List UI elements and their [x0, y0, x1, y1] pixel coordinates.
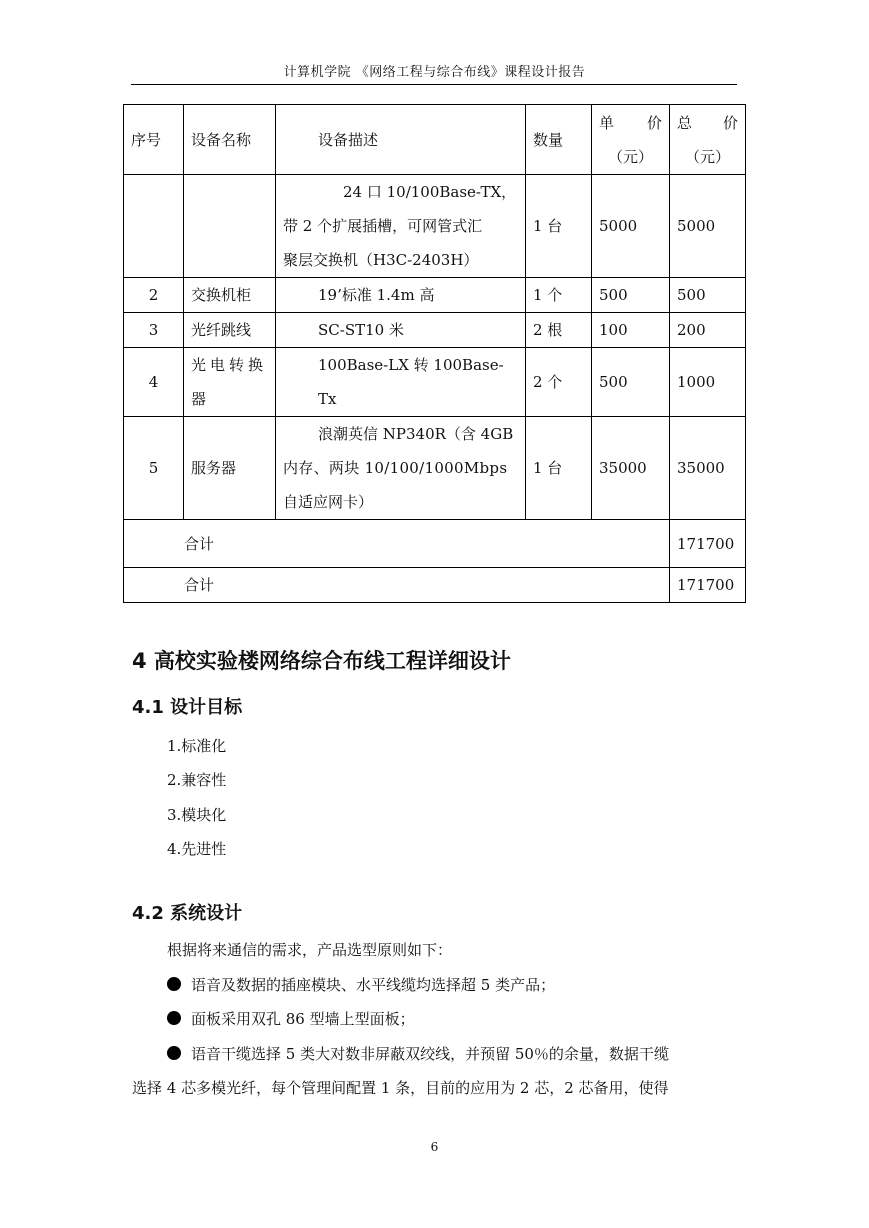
cell-no: 5	[124, 417, 184, 520]
cell-name	[184, 348, 276, 417]
cell-unit-price: 500	[592, 278, 670, 313]
page-header: 计算机学院 《网络工程与综合布线》课程设计报告	[283, 65, 586, 80]
cell-no	[124, 175, 184, 278]
header-unit-price-unit: （元）	[607, 147, 653, 166]
bullet-item	[167, 974, 555, 995]
total-label: 合计	[124, 568, 670, 603]
list-item: 3.模块化	[167, 806, 227, 824]
cell-total-price: 1000	[670, 348, 746, 417]
list-item: 4.先进性	[167, 840, 227, 858]
cell-no: 3	[124, 313, 184, 348]
bullet-text: 面板采用双孔 86 型墙上型面板；	[191, 1010, 415, 1028]
header-total-price-unit: （元）	[684, 147, 730, 166]
cell-unit-price: 5000	[592, 175, 670, 278]
cell-total-price: 35000	[670, 417, 746, 520]
bullet-dot-icon	[167, 1011, 181, 1025]
header-total-price	[670, 105, 746, 175]
name-line: 器	[191, 390, 207, 408]
bullet-dot-icon	[167, 1046, 181, 1060]
section-4-1-heading: 4.1 设计目标	[132, 697, 243, 718]
total-value: 171700	[670, 568, 746, 603]
header-total-price-char2: 价	[722, 113, 738, 132]
desc-line: 内存、两块 10/100/1000Mbps	[283, 459, 508, 477]
table-row	[124, 348, 746, 417]
desc-line: 聚层交换机（H3C-2403H）	[283, 251, 479, 269]
cell-total-price: 200	[670, 313, 746, 348]
page-number: 6	[430, 1140, 439, 1154]
table-total-row	[124, 568, 746, 603]
cell-desc: SC-ST10 米	[276, 313, 526, 348]
cell-no: 4	[124, 348, 184, 417]
table-row	[124, 278, 746, 313]
cell-name: 光纤跳线	[184, 313, 276, 348]
header-desc: 设备描述	[276, 105, 526, 175]
table-header-row	[124, 105, 746, 175]
cell-qty: 1 个	[526, 278, 592, 313]
cell-qty: 2 个	[526, 348, 592, 417]
table-row	[124, 175, 746, 278]
paragraph-continuation: 选择 4 芯多模光纤，每个管理间配置 1 条，目前的应用为 2 芯，2 芯备用，使得	[132, 1079, 669, 1097]
list-item: 1.标准化	[167, 737, 227, 755]
cell-unit-price: 500	[592, 348, 670, 417]
cell-name	[184, 175, 276, 278]
bullet-item	[167, 1043, 669, 1064]
equipment-table	[123, 104, 746, 603]
bullet-text: 语音及数据的插座模块、水平线缆均选择超 5 类产品；	[191, 976, 556, 994]
cell-total-price: 5000	[670, 175, 746, 278]
bullet-text: 语音干缆选择 5 类大对数非屏蔽双绞线，并预留 50％的余量，数据干缆	[191, 1045, 669, 1063]
total-label: 合计	[124, 520, 670, 568]
header-unit-price-char2: 价	[646, 113, 662, 132]
cell-name: 交换机柜	[184, 278, 276, 313]
section-4-heading: 4 高校实验楼网络综合布线工程详细设计	[132, 649, 511, 673]
total-value: 171700	[670, 520, 746, 568]
desc-line: 带 2 个扩展插槽，可网管式汇	[283, 217, 483, 235]
cell-unit-price: 35000	[592, 417, 670, 520]
cell-qty: 2 根	[526, 313, 592, 348]
header-total-price-char1: 总	[677, 113, 693, 132]
cell-desc: 19’标准 1.4m 高	[276, 278, 526, 313]
cell-no: 2	[124, 278, 184, 313]
header-unit-price	[592, 105, 670, 175]
list-item: 2.兼容性	[167, 771, 227, 789]
section-4-2-heading: 4.2 系统设计	[132, 903, 243, 924]
desc-line: 24 口 10/100Base-TX，	[343, 183, 517, 201]
header-rule	[131, 84, 737, 85]
header-qty: 数量	[526, 105, 592, 175]
bullet-item	[167, 1008, 415, 1029]
header-name: 设备名称	[184, 105, 276, 175]
cell-desc: 100Base-LX 转 100Base-Tx	[276, 348, 526, 417]
cell-unit-price: 100	[592, 313, 670, 348]
section-4-2-intro: 根据将来通信的需求，产品选型原则如下：	[167, 941, 453, 959]
cell-desc	[276, 175, 526, 278]
cell-total-price: 500	[670, 278, 746, 313]
cell-desc	[276, 417, 526, 520]
table-row	[124, 417, 746, 520]
cell-name: 服务器	[184, 417, 276, 520]
cell-qty: 1 台	[526, 417, 592, 520]
name-line: 光电转换	[191, 356, 268, 374]
cell-qty: 1 台	[526, 175, 592, 278]
table-total-row	[124, 520, 746, 568]
header-no: 序号	[124, 105, 184, 175]
header-unit-price-char1: 单	[599, 113, 615, 132]
desc-line: 浪潮英信 NP340R（含 4GB	[318, 425, 514, 443]
desc-line: 自适应网卡）	[283, 493, 374, 511]
table-row	[124, 313, 746, 348]
bullet-dot-icon	[167, 977, 181, 991]
